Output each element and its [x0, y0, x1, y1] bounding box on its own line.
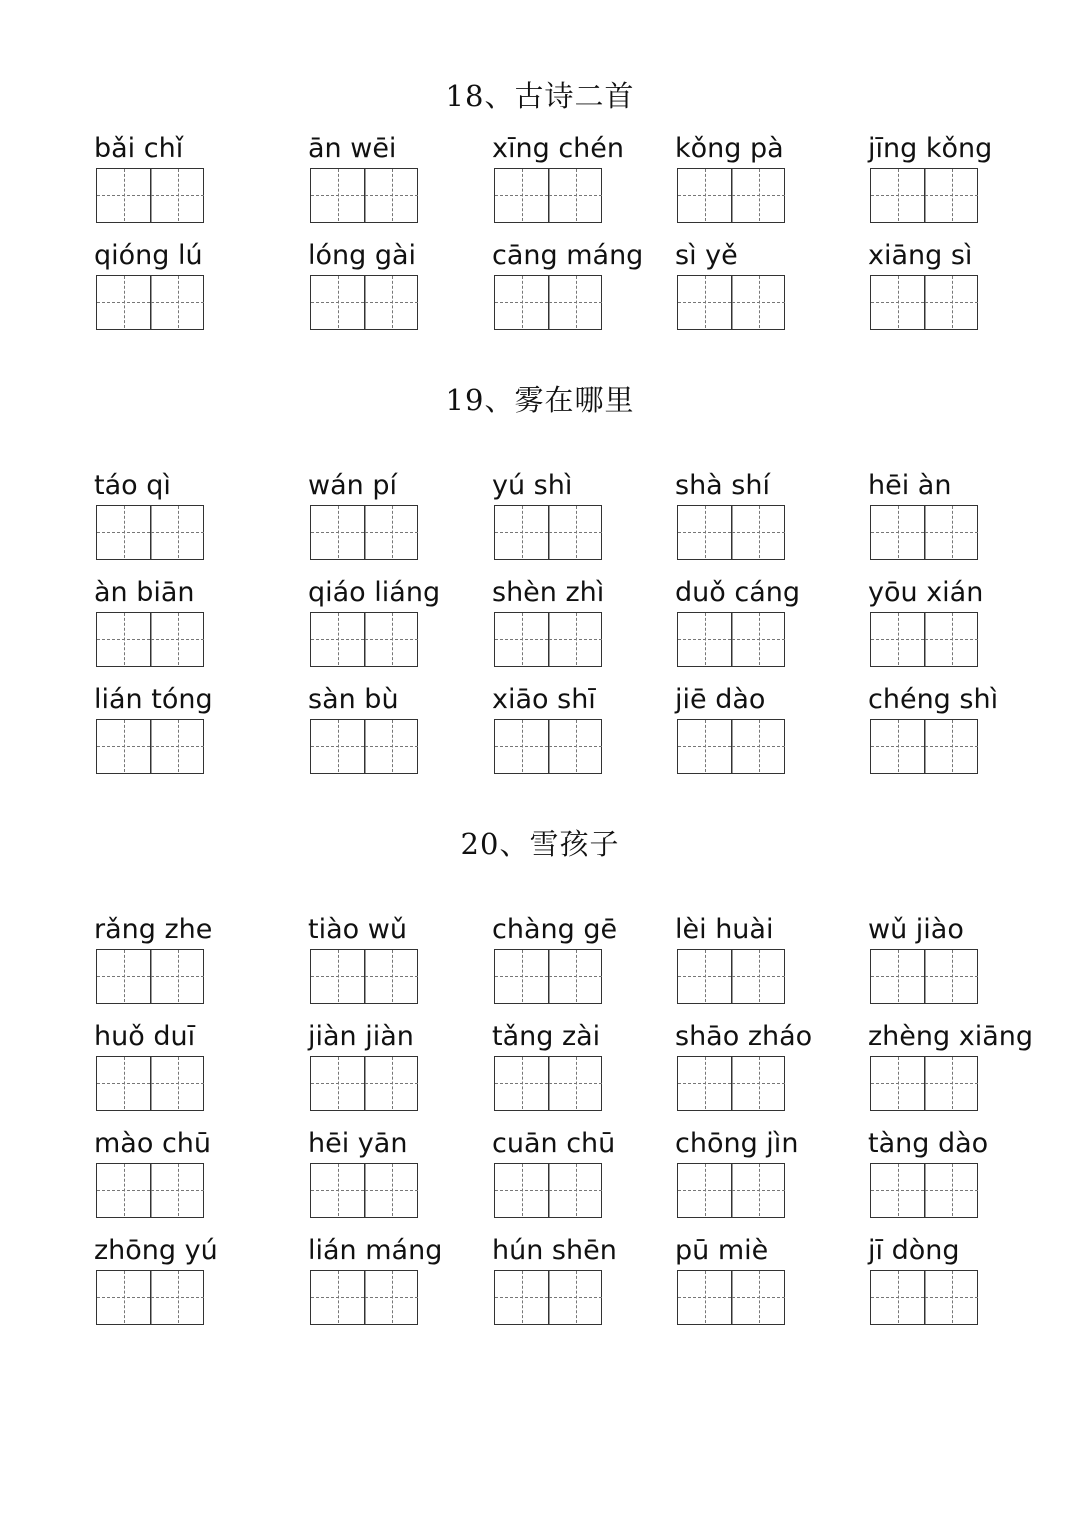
character-box[interactable] — [549, 1057, 602, 1109]
character-box[interactable] — [549, 613, 602, 665]
character-box[interactable] — [925, 720, 978, 772]
character-box[interactable] — [732, 276, 785, 328]
pinyin-label: wǔ jiào — [868, 914, 964, 945]
character-box[interactable] — [495, 1271, 548, 1323]
character-box[interactable] — [678, 720, 731, 772]
character-box[interactable] — [495, 613, 548, 665]
word-cell — [492, 1234, 692, 1268]
character-box[interactable] — [151, 1271, 204, 1323]
pinyin-label: lóng gài — [308, 240, 417, 271]
word-cell — [308, 1020, 508, 1054]
character-box[interactable] — [495, 720, 548, 772]
character-box[interactable] — [151, 950, 204, 1002]
character-box[interactable] — [97, 720, 150, 772]
character-box[interactable] — [97, 276, 150, 328]
character-box[interactable] — [365, 276, 418, 328]
character-box[interactable] — [732, 720, 785, 772]
writing-grid[interactable] — [310, 949, 418, 1004]
character-box[interactable] — [495, 1164, 548, 1216]
pinyin-label: lián tóng — [94, 684, 213, 715]
character-box[interactable] — [549, 276, 602, 328]
character-box[interactable] — [925, 276, 978, 328]
writing-grid[interactable] — [870, 275, 978, 330]
character-box[interactable] — [151, 169, 204, 221]
word-cell — [492, 132, 692, 166]
section-title: 20、雪孩子 — [460, 827, 620, 861]
writing-grid[interactable] — [96, 1163, 204, 1218]
writing-grid[interactable] — [494, 719, 602, 774]
writing-grid[interactable] — [96, 719, 204, 774]
pinyin-label: zhōng yú — [94, 1235, 218, 1266]
character-box[interactable] — [151, 613, 204, 665]
character-box[interactable] — [871, 276, 924, 328]
pinyin-label: chéng shì — [868, 684, 999, 715]
character-box[interactable] — [925, 506, 978, 558]
word-cell — [492, 683, 692, 717]
character-box[interactable] — [549, 1164, 602, 1216]
character-box[interactable] — [495, 950, 548, 1002]
writing-grid[interactable] — [870, 612, 978, 667]
word-cell — [675, 576, 875, 610]
word-cell — [492, 576, 692, 610]
character-box[interactable] — [871, 613, 924, 665]
character-box[interactable] — [925, 169, 978, 221]
writing-grid[interactable] — [96, 949, 204, 1004]
writing-grid[interactable] — [96, 505, 204, 560]
writing-grid[interactable] — [96, 1056, 204, 1111]
writing-grid[interactable] — [310, 1270, 418, 1325]
pinyin-label: ān wēi — [308, 133, 397, 164]
writing-grid[interactable] — [870, 1163, 978, 1218]
pinyin-label: xiāng sì — [868, 240, 973, 271]
writing-grid[interactable] — [494, 1270, 602, 1325]
writing-grid[interactable] — [494, 949, 602, 1004]
word-cell — [492, 469, 692, 503]
character-box[interactable] — [151, 506, 204, 558]
character-box[interactable] — [151, 1057, 204, 1109]
word-cell — [492, 1127, 692, 1161]
pinyin-label: chōng jìn — [675, 1128, 799, 1159]
character-box[interactable] — [871, 1271, 924, 1323]
pinyin-label: jī dòng — [868, 1235, 960, 1266]
writing-grid[interactable] — [870, 1270, 978, 1325]
word-cell — [868, 239, 1068, 273]
pinyin-label: shà shí — [675, 470, 770, 501]
character-box[interactable] — [311, 1057, 364, 1109]
character-box[interactable] — [311, 506, 364, 558]
word-cell — [868, 913, 1068, 947]
word-cell — [94, 1127, 294, 1161]
character-box[interactable] — [732, 950, 785, 1002]
word-cell — [308, 469, 508, 503]
writing-grid[interactable] — [677, 1270, 785, 1325]
writing-grid[interactable] — [96, 1270, 204, 1325]
word-cell — [868, 1234, 1068, 1268]
character-box[interactable] — [871, 720, 924, 772]
pinyin-label: jīng kǒng — [868, 133, 993, 164]
character-box[interactable] — [925, 950, 978, 1002]
character-box[interactable] — [925, 613, 978, 665]
character-box[interactable] — [925, 1057, 978, 1109]
character-box[interactable] — [549, 506, 602, 558]
pinyin-label: lián máng — [308, 1235, 443, 1266]
writing-grid[interactable] — [310, 1163, 418, 1218]
word-cell — [308, 1234, 508, 1268]
character-box[interactable] — [97, 506, 150, 558]
character-box[interactable] — [365, 1164, 418, 1216]
character-box[interactable] — [365, 506, 418, 558]
character-box[interactable] — [732, 1271, 785, 1323]
pinyin-label: tǎng zài — [492, 1021, 601, 1052]
pinyin-label: rǎng zhe — [94, 914, 213, 945]
pinyin-label: zhèng xiāng — [868, 1021, 1034, 1052]
pinyin-label: cuān chū — [492, 1128, 616, 1159]
character-box[interactable] — [678, 1164, 731, 1216]
word-cell — [492, 1020, 692, 1054]
writing-grid[interactable] — [870, 168, 978, 223]
character-box[interactable] — [871, 950, 924, 1002]
word-cell — [308, 132, 508, 166]
word-cell — [868, 576, 1068, 610]
pinyin-label: lèi huài — [675, 914, 774, 945]
word-cell — [868, 132, 1068, 166]
word-cell — [94, 132, 294, 166]
word-cell — [94, 913, 294, 947]
character-box[interactable] — [97, 613, 150, 665]
pinyin-label: shèn zhì — [492, 577, 605, 608]
word-cell — [675, 683, 875, 717]
writing-grid[interactable] — [870, 949, 978, 1004]
writing-grid[interactable] — [677, 275, 785, 330]
word-cell — [94, 239, 294, 273]
pinyin-label: xiāo shī — [492, 684, 596, 715]
pinyin-label: qiáo liáng — [308, 577, 441, 608]
pinyin-label: huǒ duī — [94, 1021, 196, 1052]
writing-grid[interactable] — [310, 1056, 418, 1111]
character-box[interactable] — [97, 1057, 150, 1109]
character-box[interactable] — [732, 506, 785, 558]
pinyin-label: yōu xián — [868, 577, 984, 608]
pinyin-label: hún shēn — [492, 1235, 617, 1266]
character-box[interactable] — [549, 950, 602, 1002]
word-cell — [868, 1127, 1068, 1161]
pinyin-label: jiē dào — [675, 684, 766, 715]
character-box[interactable] — [151, 276, 204, 328]
pinyin-label: pū miè — [675, 1235, 769, 1266]
pinyin-label: bǎi chǐ — [94, 133, 184, 164]
word-cell — [94, 1020, 294, 1054]
word-cell — [308, 683, 508, 717]
character-box[interactable] — [311, 720, 364, 772]
writing-grid[interactable] — [870, 1056, 978, 1111]
character-box[interactable] — [549, 169, 602, 221]
word-cell — [308, 239, 508, 273]
character-box[interactable] — [495, 276, 548, 328]
character-box[interactable] — [311, 169, 364, 221]
pinyin-label: sì yě — [675, 240, 738, 271]
character-box[interactable] — [495, 1057, 548, 1109]
character-box[interactable] — [97, 169, 150, 221]
writing-grid[interactable] — [677, 949, 785, 1004]
character-box[interactable] — [151, 720, 204, 772]
pinyin-label: chàng gē — [492, 914, 618, 945]
writing-grid[interactable] — [494, 1163, 602, 1218]
character-box[interactable] — [311, 613, 364, 665]
writing-grid[interactable] — [494, 275, 602, 330]
pinyin-label: hēi yān — [308, 1128, 408, 1159]
character-box[interactable] — [97, 1164, 150, 1216]
character-box[interactable] — [365, 1271, 418, 1323]
character-box[interactable] — [678, 506, 731, 558]
word-cell — [308, 913, 508, 947]
pinyin-label: táo qì — [94, 470, 171, 501]
writing-grid[interactable] — [310, 719, 418, 774]
pinyin-label: tàng dào — [868, 1128, 989, 1159]
word-cell — [492, 913, 692, 947]
word-cell — [94, 469, 294, 503]
writing-grid[interactable] — [677, 1163, 785, 1218]
character-box[interactable] — [97, 950, 150, 1002]
writing-grid[interactable] — [494, 168, 602, 223]
word-cell — [492, 239, 692, 273]
character-box[interactable] — [678, 169, 731, 221]
word-cell — [675, 1127, 875, 1161]
writing-grid[interactable] — [310, 168, 418, 223]
character-box[interactable] — [871, 1057, 924, 1109]
character-box[interactable] — [732, 1057, 785, 1109]
word-cell — [675, 1234, 875, 1268]
writing-grid[interactable] — [677, 505, 785, 560]
character-box[interactable] — [365, 950, 418, 1002]
character-box[interactable] — [732, 169, 785, 221]
character-box[interactable] — [678, 613, 731, 665]
writing-grid[interactable] — [677, 719, 785, 774]
pinyin-label: qióng lú — [94, 240, 203, 271]
pinyin-label: jiàn jiàn — [308, 1021, 414, 1052]
writing-grid[interactable] — [494, 612, 602, 667]
word-cell — [308, 576, 508, 610]
word-cell — [675, 132, 875, 166]
writing-grid[interactable] — [310, 505, 418, 560]
word-cell — [675, 469, 875, 503]
character-box[interactable] — [549, 720, 602, 772]
character-box[interactable] — [97, 1271, 150, 1323]
word-cell — [675, 1020, 875, 1054]
word-cell — [94, 683, 294, 717]
writing-grid[interactable] — [870, 719, 978, 774]
character-box[interactable] — [365, 1057, 418, 1109]
character-box[interactable] — [311, 1271, 364, 1323]
word-cell — [868, 1020, 1068, 1054]
word-cell — [868, 469, 1068, 503]
pinyin-label: duǒ cáng — [675, 577, 800, 608]
section-title: 19、雾在哪里 — [445, 383, 635, 417]
character-box[interactable] — [365, 720, 418, 772]
pinyin-label: shāo zháo — [675, 1021, 813, 1052]
section-title: 18、古诗二首 — [445, 79, 635, 113]
word-cell — [868, 683, 1068, 717]
writing-grid[interactable] — [96, 612, 204, 667]
pinyin-label: kǒng pà — [675, 133, 784, 164]
pinyin-label: wán pí — [308, 470, 397, 501]
character-box[interactable] — [871, 506, 924, 558]
word-cell — [308, 1127, 508, 1161]
character-box[interactable] — [678, 1271, 731, 1323]
writing-grid[interactable] — [870, 505, 978, 560]
character-box[interactable] — [549, 1271, 602, 1323]
word-cell — [675, 913, 875, 947]
writing-grid[interactable] — [677, 1056, 785, 1111]
word-cell — [94, 1234, 294, 1268]
writing-grid[interactable] — [96, 168, 204, 223]
character-box[interactable] — [311, 950, 364, 1002]
word-cell — [675, 239, 875, 273]
character-box[interactable] — [925, 1164, 978, 1216]
character-box[interactable] — [678, 950, 731, 1002]
writing-grid[interactable] — [310, 612, 418, 667]
character-box[interactable] — [311, 1164, 364, 1216]
character-box[interactable] — [925, 1271, 978, 1323]
pinyin-label: xīng chén — [492, 133, 624, 164]
pinyin-label: sàn bù — [308, 684, 399, 715]
character-box[interactable] — [311, 276, 364, 328]
pinyin-label: tiào wǔ — [308, 914, 407, 945]
pinyin-label: yú shì — [492, 470, 573, 501]
character-box[interactable] — [365, 613, 418, 665]
word-cell — [94, 576, 294, 610]
character-box[interactable] — [151, 1164, 204, 1216]
character-box[interactable] — [732, 1164, 785, 1216]
writing-grid[interactable] — [494, 505, 602, 560]
writing-grid[interactable] — [310, 275, 418, 330]
writing-grid[interactable] — [96, 275, 204, 330]
pinyin-label: mào chū — [94, 1128, 212, 1159]
character-box[interactable] — [871, 1164, 924, 1216]
writing-grid[interactable] — [677, 612, 785, 667]
character-box[interactable] — [871, 169, 924, 221]
character-box[interactable] — [678, 1057, 731, 1109]
character-box[interactable] — [495, 169, 548, 221]
character-box[interactable] — [678, 276, 731, 328]
character-box[interactable] — [495, 506, 548, 558]
character-box[interactable] — [732, 613, 785, 665]
pinyin-label: hēi àn — [868, 470, 952, 501]
writing-grid[interactable] — [677, 168, 785, 223]
pinyin-label: cāng máng — [492, 240, 644, 271]
pinyin-label: àn biān — [94, 577, 195, 608]
character-box[interactable] — [365, 169, 418, 221]
writing-grid[interactable] — [494, 1056, 602, 1111]
